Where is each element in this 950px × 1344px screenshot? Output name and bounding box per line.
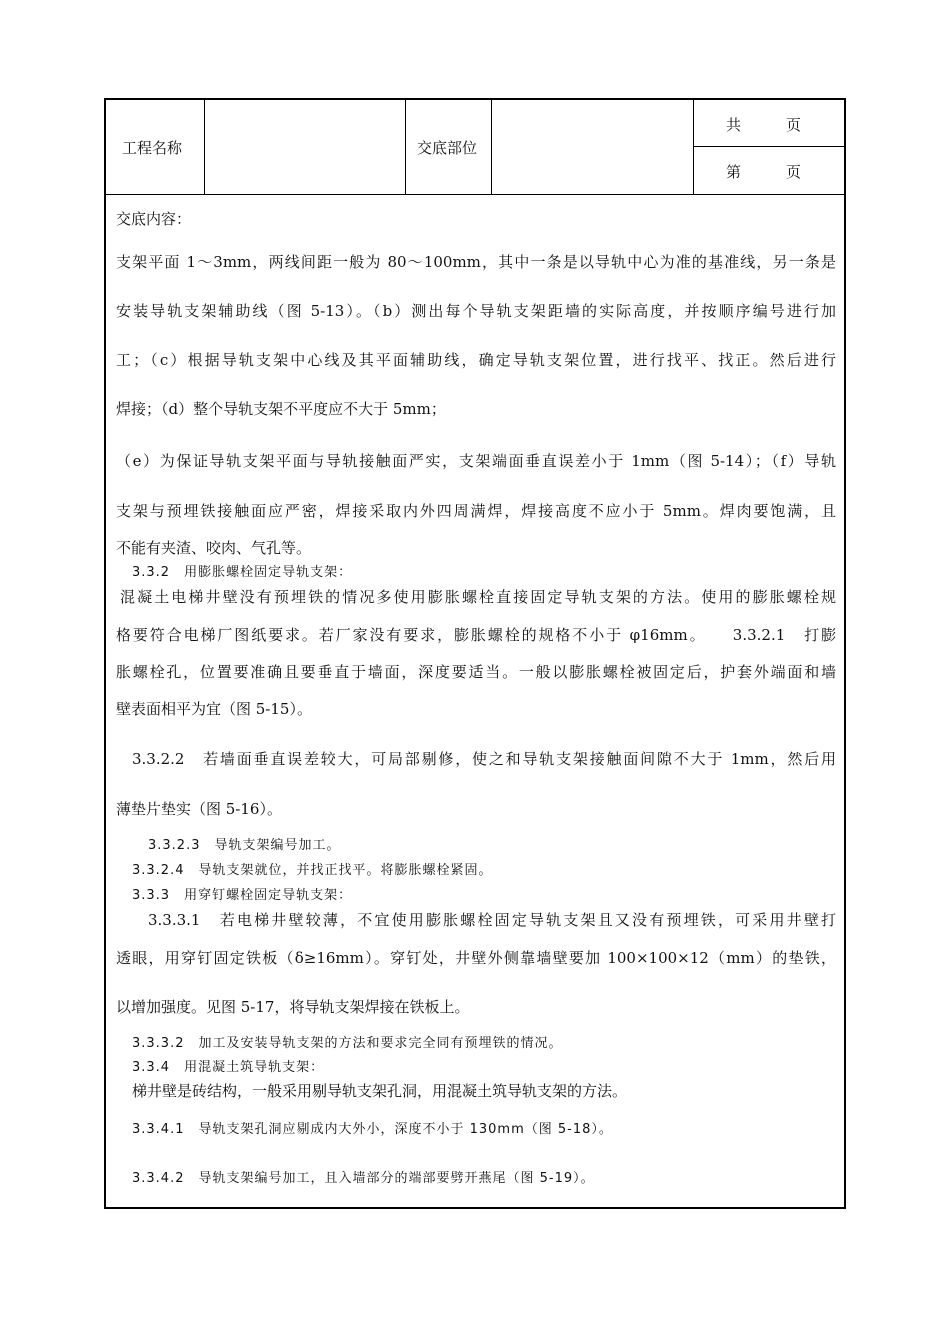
content-line: 透眼，用穿钉固定铁板（δ≥16mm）。穿钉处，井壁外侧靠墙壁要加 100×100×12（mm）的垫铁， — [116, 949, 836, 967]
content-line: 混凝土电梯井壁没有预埋铁的情况多使用膨胀螺栓直接固定导轨支架的方法。使用的膨胀螺栓规 — [120, 588, 836, 606]
content-line: 以增加强度。见图 5-17，将导轨支架焊接在铁板上。 — [116, 998, 470, 1016]
total-pages: 共 页 — [726, 116, 802, 134]
content-line: 格要符合电梯厂图纸要求。若厂家没有要求，膨胀螺栓的规格不小于 φ16mm。 3.3.2.1 打膨 — [116, 626, 836, 644]
content-line: 支架平面 1～3mm，两线间距一般为 80～100mm，其中一条是以导轨中心为准的基准线，另一条是 — [116, 253, 836, 271]
content-line: 工；（c）根据导轨支架中心线及其平面辅助线，确定导轨支架位置，进行找平、找正。然后进行 — [116, 351, 836, 369]
section-item: 3.3.3.2 加工及安装导轨支架的方法和要求完全同有预埋铁的情况。 — [132, 1036, 563, 1051]
divider — [491, 100, 492, 194]
section-item: 3.3.2.4 导轨支架就位，并找正找平。将膨胀螺栓紧固。 — [132, 863, 493, 878]
content-line: 3.3.3.1 若电梯井壁较薄，不宜使用膨胀螺栓固定导轨支架且又没有预埋铁，可采用井壁打 — [148, 911, 836, 929]
content-line: 焊接；（d）整个导轨支架不平度应不大于 5mm； — [116, 400, 446, 418]
divider — [405, 100, 406, 194]
form-header — [106, 100, 844, 195]
section-heading: 3.3.2 用膨胀螺栓固定导轨支架： — [132, 565, 353, 580]
content-line: 3.3.2.2 若墙面垂直误差较大，可局部剔修，使之和导轨支架接触面间隙不大于 1mm，然后用 — [132, 750, 836, 768]
project-name-label: 工程名称 — [122, 139, 183, 157]
divider — [693, 146, 844, 147]
divider — [693, 100, 694, 194]
content-line: 胀螺栓孔，位置要准确且要垂直于墙面，深度要适当。一般以膨胀螺栓被固定后，护套外端面和墙 — [116, 663, 836, 681]
content-label: 交底内容： — [116, 210, 192, 228]
content-line: （e）为保证导轨支架平面与导轨接触面严实，支架端面垂直误差小于 1mm（图 5-14）；（f）导轨 — [116, 452, 836, 470]
content-line: 支架与预埋铁接触面应严密，焊接采取内外四周满焊，焊接高度不应小于 5mm。焊肉要饱满，且 — [116, 502, 836, 520]
section-item: 3.3.4.1 导轨支架孔洞应剔成内大外小，深度不小于 130mm（图 5-18）。 — [132, 1122, 613, 1137]
content-line: 不能有夹渣、咬肉、气孔等。 — [116, 539, 312, 557]
technical-disclosure-form — [104, 98, 846, 1209]
disclosure-location-label: 交底部位 — [417, 139, 478, 157]
content-line: 壁表面相平为宜（图 5-15）。 — [116, 700, 312, 718]
section-item: 3.3.2.3 导轨支架编号加工。 — [148, 838, 341, 853]
page-number: 第 页 — [726, 163, 802, 181]
section-heading: 3.3.4 用混凝土筑导轨支架： — [132, 1060, 325, 1075]
section-heading: 3.3.3 用穿钉螺栓固定导轨支架： — [132, 888, 353, 903]
content-line: 安装导轨支架辅助线（图 5-13）。（b）测出每个导轨支架距墙的实际高度，并按顺序编号进行加 — [116, 302, 836, 320]
section-item: 3.3.4.2 导轨支架编号加工，且入墙部分的端部要劈开燕尾（图 5-19）。 — [132, 1171, 595, 1186]
content-line: 梯井壁是砖结构，一般采用剔导轨支架孔洞，用混凝土筑导轨支架的方法。 — [132, 1082, 628, 1100]
divider — [204, 100, 205, 194]
content-line: 薄垫片垫实（图 5-16）。 — [116, 800, 282, 818]
